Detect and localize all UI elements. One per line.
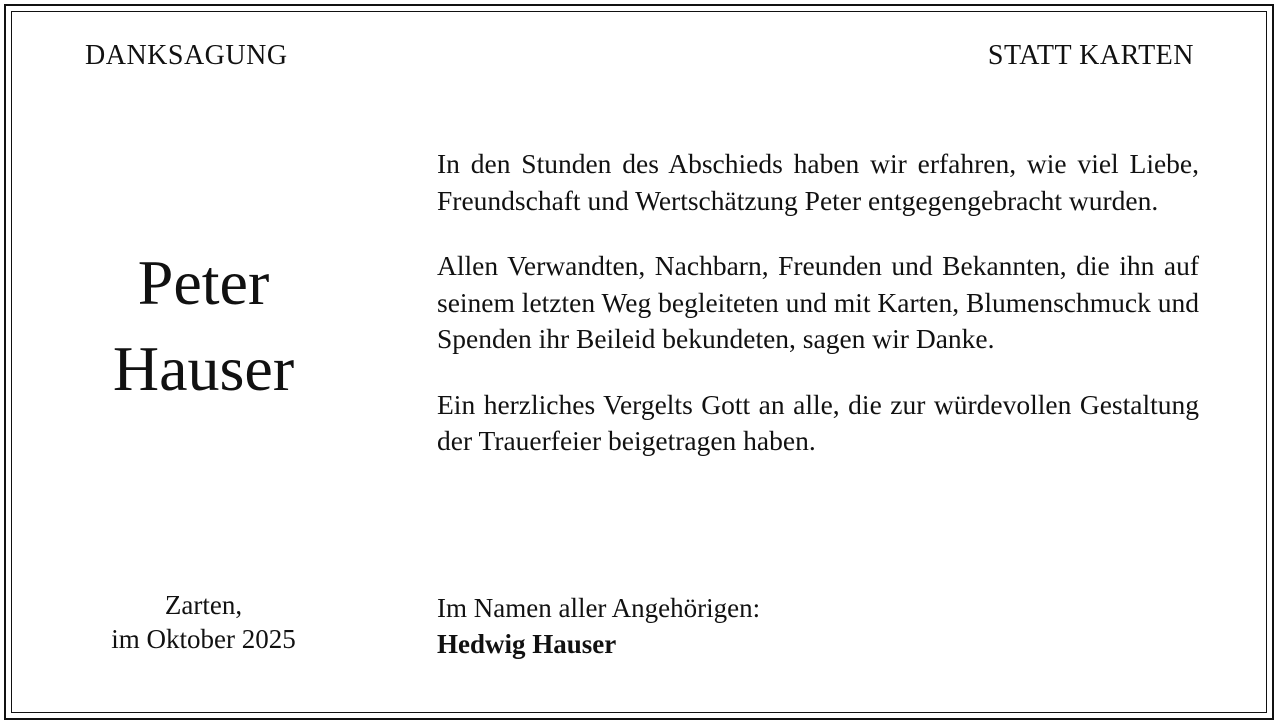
signer-name: Hedwig Hauser — [437, 629, 617, 659]
heading-statt-karten: STATT KARTEN — [987, 40, 1194, 71]
signoff — [437, 590, 760, 662]
deceased-last-name: Hauser — [112, 333, 295, 404]
date: im Oktober 2025 — [111, 624, 296, 654]
paragraph-farewell: In den Stunden des Abschieds haben wir erfahren, wie viel Liebe, Freundschaft und Wertschätzung Peter entgegengebracht wurden. — [437, 148, 1199, 216]
paragraph-thanks: Allen Verwandten, Nachbarn, Freunden und Bekannten, die ihn auf seinem letzten Weg begleiteten und mit Karten, Blumenschmuck und Spenden ihr Beileid bekundeten, sagen wir Danke. — [437, 250, 1199, 354]
deceased-name — [40, 240, 367, 412]
paragraph-vergelts-gott: Ein herzliches Vergelts Gott an alle, die zur würdevollen Gestaltung der Trauerfeier beigetragen haben. — [437, 388, 1199, 456]
place-and-date — [40, 588, 367, 656]
deceased-first-name: Peter — [137, 247, 270, 318]
place: Zarten, — [164, 590, 243, 620]
signoff-intro: Im Namen aller Angehörigen: — [437, 593, 761, 623]
thank-you-text — [437, 146, 1199, 489]
heading-danksagung: DANKSAGUNG — [85, 40, 288, 71]
